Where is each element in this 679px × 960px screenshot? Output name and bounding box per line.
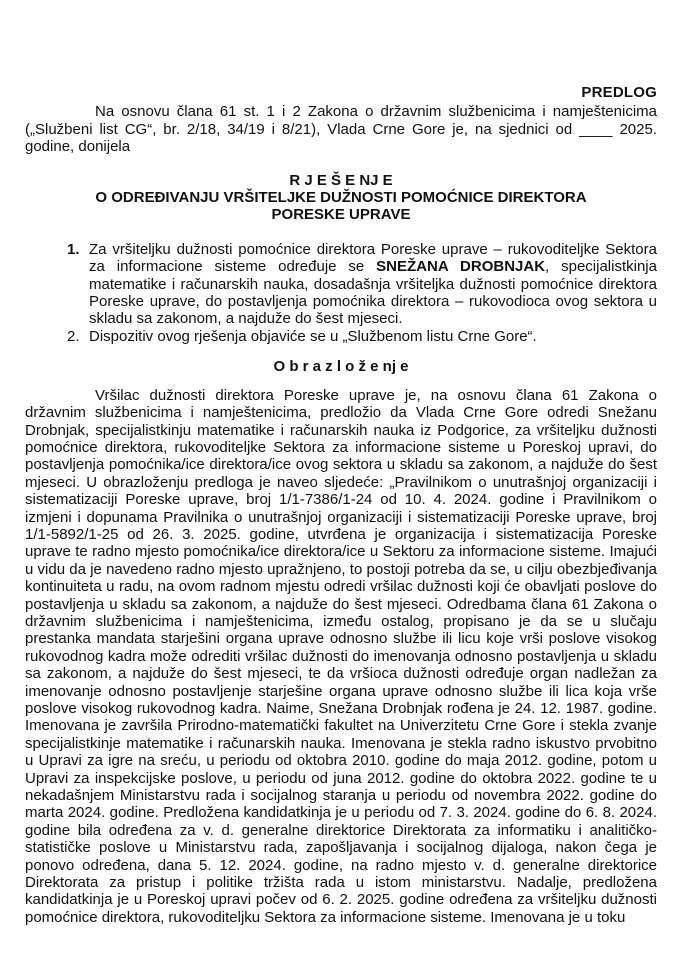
- item-number: 1.: [67, 240, 80, 258]
- item-text: Dispozitiv ovog rješenja objaviće se u „Službenom listu Crne Gore“.: [89, 327, 537, 345]
- title-line-3: PORESKE UPRAVE: [271, 206, 411, 224]
- item-text: [89, 241, 657, 328]
- title-line-2: O ODREĐIVANJU VRŠITELJKE DUŽNOSTI POMOĆNICE DIREKTORA: [95, 189, 587, 207]
- resolution-item-1: [67, 241, 657, 328]
- resolution-item-2: [67, 328, 657, 345]
- document-title: [25, 172, 657, 224]
- document-label: PREDLOG: [581, 84, 657, 101]
- item1-text-post: , specijalistkinja matematike i računarskih nauka, dosadašnja vršiteljka dužnosti pomoćnice direktora Poreske uprave, do postavljenja pomoćnika direktora – rukovodioca ovog sektora u skladu sa zakonom, a najduže do šest mjeseci.: [89, 258, 657, 328]
- item-number: 2.: [67, 327, 80, 345]
- intro-paragraph: Na osnovu člana 61 st. 1 i 2 Zakona o državnim službenicima i namještenicima („Službeni list CG“, br. 2/18, 34/19 i 8/21), Vlada Crne Gore je, na sjednici od ____ 2025. godine, donijela: [25, 103, 657, 156]
- appointee-name: SNEŽANA DROBNJAK: [376, 258, 546, 276]
- title-line-1: R J E Š E NJ E: [289, 171, 393, 189]
- explanation-paragraph: Vršilac dužnosti direktora Poreske uprave je, na osnovu člana 61 Zakona o državnim službenicima i namještenicima, predložio da Vlada Crne Gore odredi Snežanu Drobnjak, specijalistkinju matematike i računarskih nauka iz Podgorice, za vršiteljku dužnosti pomoćnice direktora, rukovoditeljke Sektora za informacione sisteme u Poreskoj upravi, do postavljenja pomoćnika/ice direktora/ice ovog sektora u skladu sa zakonom, a najduže do šest mjeseci. U obrazloženju predloga je naveo sljedeće: „Pravilnikom o unutrašnjoj organizaciji i sistematizaciji Poreske uprave, broj 1/1-7386/1-24 od 10. 4. 2024. godine i Pravilnikom o izmjeni i dopunama Pravilnika o unutrašnjoj organizaciji i sistematizaciji Poreske uprave, broj 1/1-5892/1-25 od 26. 3. 2025. godine, utvrđena je organizacija i sistematizacija Poreske uprave te radno mjesto pomoćnika/ice direktora/ice u Sektoru za informacione sisteme. Imajući u vidu da je navedeno radno mjesto upražnjeno, to postoji potreba da se, u cilju obezbjeđivanja kontinuiteta u radu, na ovom radnom mjestu odredi vršilac dužnosti koji će obavljati poslove do postavljenja u skladu sa zakonom, a najduže do šest mjeseci. Odredbama člana 61 Zakona o državnim službenicima i namještenicima, između ostalog, propisano je da se u slučaju prestanka mandata starješini organa uprave odnosno službe ili licu koje vrši poslove visokog rukovodnog kadra može odrediti vršilac dužnosti do imenovanja odnosno postavljenja u skladu sa zakonom, a najduže do šest mjeseci, te da vršioca dužnosti određuje organ nadležan za imenovanje odnosno postavljenje starješine organa uprave odnosno službe ili lica koja vrše poslove visokog rukovodnog kadra. Naime, Snežana Drobnjak rođena je 24. 12. 1987. godine. Imenovana je završila Prirodno-matematički fakultet na Univerzitetu Crne Gore i stekla zvanje specijalistkinje matematike i računarskih nauka. Imenovana je stekla radno iskustvo prvobitno u Upravi za igre na sreću, u periodu od oktobra 2010. godine do maja 2012. godine, potom u Upravi za inspekcijske poslove, u periodu od juna 2012. godine do oktobra 2022. godine te u nekadašnjem Ministarstvu rada i socijalnog staranja u periodu od novembra 2022. godine do marta 2024. godine. Predložena kandidatkinja je u periodu od 7. 3. 2024. godine do 6. 8. 2024. godine bila određena za v. d. generalne direktorice Direktorata za informatiku i analitičko-statističke poslove u Ministarstvu rada, zapošljavanja i socijalnog dijaloga, nakon čega je ponovo određena, dana 5. 12. 2024. godine, na radno mjesto v. d. generalne direktorice Direktorata za pristup i politike tržišta rada u istom ministarstvu. Nadalje, predložena kandidatkinja je u Poreskoj upravi počev od 6. 2. 2025. godine određena za vršiteljku dužnosti pomoćnice direktora, rukovoditeljku Sektora za informacione sisteme. Imenovana je u toku: [25, 386, 657, 926]
- item1-text-pre: Za vršiteljku dužnosti pomoćnice direktora Poreske uprave – rukovoditeljke Sektora za informacione sisteme određuje se: [89, 240, 657, 276]
- resolution-list: [25, 241, 657, 345]
- explanation-heading: O b r a z l o ž e nj e: [273, 358, 409, 376]
